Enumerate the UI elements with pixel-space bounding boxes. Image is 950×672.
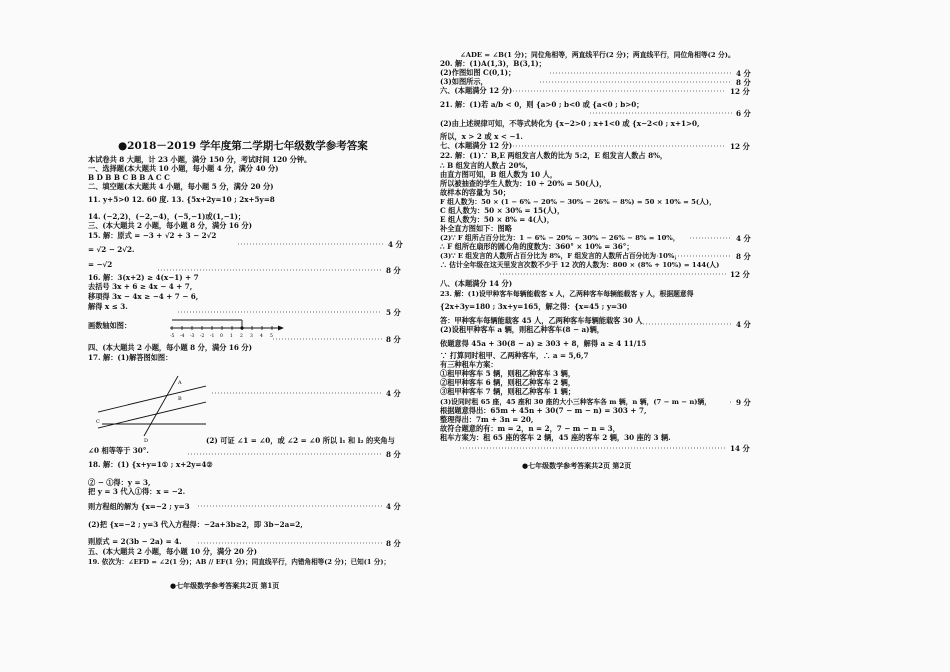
text-line: 故符合题意的有：m = 2，n = 2，7 − m − n = 3， [440, 424, 620, 433]
text-line: (2) 可证 ∠1 = ∠0，或 ∠2 = ∠0 所以 l₁ 和 l₂ 的夹角与 [206, 436, 395, 445]
score-label: 4 分 [388, 240, 403, 249]
text-line: ∴ 估计全年级在这天里发言次数不少于 12 次的人数为：800 × (8% + 10%) = 144(人) [440, 261, 720, 269]
score-label: 8 分 [736, 252, 751, 261]
score-label: 8 分 [386, 266, 401, 275]
text-line: 17. 解：(1)解答图如图： [88, 353, 173, 362]
text-line: 五、(本大题共 2 小题，每小题 10 分，满分 20 分) [88, 547, 258, 556]
text-line: ∠0 相等等于 30°. [88, 446, 149, 455]
text-line: 20. 解：(1)A(1,3)，B(3,1)； [440, 59, 546, 68]
left-column [88, 0, 408, 672]
text-line: 本试卷共 8 大题，计 23 小题，满分 150 分，考试时间 120 分钟。 [88, 155, 312, 164]
number-line-tick-label: 5 [270, 334, 273, 338]
text-line: 三、(本大题共 2 小题，每小题 8 分，满分 16 分) [88, 221, 253, 230]
figure-label-c: C [96, 419, 100, 425]
text-line: (2)由上述规律可知，不等式转化为 {x−2>0 ; x+1<0 或 {x−2<0 ; x+1>0, [440, 119, 700, 128]
score-label: 8 分 [386, 539, 401, 548]
text-line: {2x+3y=180 ; 3x+y=165，解之得：{x=45 ; y=30 [440, 302, 628, 311]
number-line-tick-label: -4 [180, 334, 185, 338]
score-label: 12 分 [730, 87, 750, 96]
dotted-leaders [88, 0, 408, 600]
text-line: 四、(本大题共 2 小题，每小题 8 分，满分 16 分) [88, 343, 253, 352]
score-label: 12 分 [730, 270, 750, 279]
score-label: 5 分 [386, 308, 401, 317]
text-line: 则方程组的解为 {x=−2 ; y=3 [88, 502, 190, 511]
number-line-tick-label: -2 [200, 334, 205, 338]
score-label: 12 分 [730, 142, 750, 151]
number-line-tick-label: 3 [250, 334, 253, 338]
page-footer: ●七年级数学参考答案共2页 第1页 [170, 581, 280, 590]
text-line: 整理得出：7m + 3n = 20, [440, 415, 534, 424]
text-line: (3)设同时租 65 座，45 座和 30 座的大小三种客车各 m 辆，n 辆，(7 − m − n)辆， [440, 398, 712, 406]
geometry-figure [94, 366, 214, 446]
text-line: (2)设租甲种客车 a 辆，则租乙种客车(8 − a)辆， [440, 325, 604, 334]
text-line: (2)把 {x=−2 ; y=3 代入方程得：−2a+3b≥2，即 3b−2a=2, [88, 520, 303, 529]
text-line: 画数轴如图： [88, 321, 132, 330]
right-column [440, 0, 780, 672]
text-line: 15. 解：原式 = −3 + √2 + 3 − 2√2 [88, 231, 217, 240]
score-label: 4 分 [736, 69, 751, 78]
number-line-tick-label: -5 [170, 334, 175, 338]
text-line: 22. 解：(1)∵ B,E 两组发言人数的比为 5:2，E 组发言人数占 8%， [440, 151, 668, 160]
figure-label-d: D [144, 438, 149, 444]
page-title: ●2018－2019 学年度第二学期七年级数学参考答案 [118, 140, 368, 152]
score-label: 14 分 [730, 444, 750, 453]
text-line: = −√2 [88, 260, 113, 269]
text-line: 七、(本题满分 12 分) [440, 141, 513, 150]
text-line: ③租甲种客车 7 辆，则租乙种客车 1 辆； [440, 387, 576, 396]
score-label: 8 分 [386, 335, 401, 344]
text-line: 16. 解：3(x+2) ≥ 4(x−1) + 7 [88, 273, 199, 282]
figure-label-b: B [178, 396, 182, 402]
score-label: 4 分 [386, 502, 401, 511]
text-line: (2)作图如图 C(0,1)； [440, 68, 516, 77]
text-line: ∠ADE = ∠B(1 分)；同位角相等，两直线平行(2 分)；两直线平行，同位角相等(2 分)。 [460, 51, 735, 59]
number-line-tick-label: 2 [240, 334, 243, 338]
text-line: 六、(本题满分 12 分) [440, 86, 513, 95]
number-line-tick-label: -1 [210, 334, 215, 338]
text-line: ②租甲种客车 6 辆，则租乙种客车 2 辆， [440, 378, 576, 387]
text-line: 移项得 3x − 4x ≥ −4 + 7 − 6, [88, 292, 199, 301]
text-line: F 组人数为：50 × (1 − 6% − 20% − 30% − 26% − 8%) = 50 × 10% = 5(人)， [440, 198, 716, 206]
text-line: 所以，x > 2 或 x < −1. [440, 132, 523, 141]
text-line: 补全直方图如下：图略 [440, 224, 512, 233]
text-line: 解得 x ≤ 3. [88, 302, 128, 311]
score-label: 8 分 [386, 450, 401, 459]
text-line: 根据题意得出：65m + 45n + 30(7 − m − n) = 303 + 7, [440, 406, 647, 415]
text-line: 八、(本题满分 14 分) [440, 279, 513, 288]
text-line: 把 y = 3 代入①得：x = −2. [88, 487, 186, 496]
text-line: 依题意得 45a + 30(8 − a) ≥ 303 + 8，解得 a ≥ 4 11/15 [440, 339, 647, 348]
text-line: 18. 解：(1) {x+y=1① ; x+2y=4② [88, 460, 213, 469]
text-line: 23. 解：(1)设甲种客车每辆能载客 x 人，乙两种客车每辆能载客 y 人，根据题意得 [440, 290, 694, 298]
text-line: 则原式 = 2(3b − 2a) = 4. [88, 537, 182, 546]
page-footer: ●七年级数学参考答案共2页 第2页 [522, 461, 632, 470]
score-label: 4 分 [736, 320, 751, 329]
figure-label-a: A [178, 380, 182, 386]
text-line: E 组人数为：50 × 8% = 4(人)， [440, 215, 554, 224]
text-line: (3)∵ E 组发言的人数所占百分比为 8%，F 组发言的人数所占百分比为 10%， [440, 252, 682, 260]
text-line: 14. (−2,2)，(−2,−4)，(−5,−1)或(1,−1)； [88, 212, 246, 221]
text-line: 由直方图可知，B 组人数为 10 人， [440, 170, 558, 179]
text-line: 去括号 3x + 6 ≥ 4x − 4 + 7, [88, 282, 193, 291]
text-line: 11. y+5>0 12. 60 度. 13. {5x+2y=10 ; 2x+5y=8 [88, 195, 275, 204]
number-line-tick-label: -3 [190, 334, 195, 338]
number-line-tick-label: 1 [230, 334, 233, 338]
text-line: C 组人数为：50 × 30% = 15(人)， [440, 206, 565, 215]
score-label: 4 分 [736, 234, 751, 243]
text-line: ∴ B 组发言的人数占 20%， [440, 161, 533, 170]
number-line [168, 318, 288, 338]
text-line: ② − ①得：y = 3, [88, 478, 151, 487]
text-line: 故样本的容量为 50； [440, 188, 511, 197]
score-label: 6 分 [736, 109, 751, 118]
text-line: 19. 依次为：∠EFD = ∠2(1 分)；AB // EF(1 分)；同直线平行，内错角相等(2 分)；已知(1 分)； [88, 558, 391, 566]
text-line: (3)如图所示， [440, 77, 488, 86]
score-label: 8 分 [736, 78, 751, 87]
text-line: ∴ F 组所在扇形的圆心角的度数为：360° × 10% = 36°； [440, 242, 634, 251]
text-line: = √2 − 2√2. [88, 245, 135, 254]
text-line: 21. 解：(1)若 a/b < 0，则 {a>0 ; b<0 或 {a<0 ; b>0； [440, 100, 644, 109]
score-label: 4 分 [386, 389, 401, 398]
number-line-tick-label: 0 [220, 334, 223, 338]
text-line: 有三种租车方案： [440, 360, 498, 369]
text-line: ∵ 打算同时租甲、乙两种客车，∴ a = 5,6,7 [440, 351, 589, 360]
dotted-leaders [440, 0, 780, 470]
text-line: 租车方案为：租 65 座的客车 2 辆，45 座的客车 2 辆，30 座的 3 辆. [440, 433, 671, 442]
text-line: B D B B C B B A C C [88, 173, 170, 182]
text-line: 一、选择题(本大题共 10 小题，每小题 4 分，满分 40 分) [88, 164, 279, 173]
text-line: 所以被抽查的学生人数为：10 ÷ 20% = 50(人)， [440, 179, 607, 188]
number-line-tick-label: 4 [260, 334, 263, 338]
score-label: 9 分 [736, 398, 751, 407]
text-line: 答：甲种客车每辆能载客 45 人，乙两种客车每辆能载客 30 人 [440, 316, 643, 325]
text-line: (2)∵ F 组所占百分比为：1 − 6% − 20% − 30% − 26% − 8% = 10%， [440, 234, 680, 242]
text-line: ①租甲种客车 5 辆，则租乙种客车 3 辆， [440, 369, 576, 378]
text-line: 二、填空题(本大题共 4 小题，每小题 5 分，满分 20 分) [88, 182, 274, 191]
